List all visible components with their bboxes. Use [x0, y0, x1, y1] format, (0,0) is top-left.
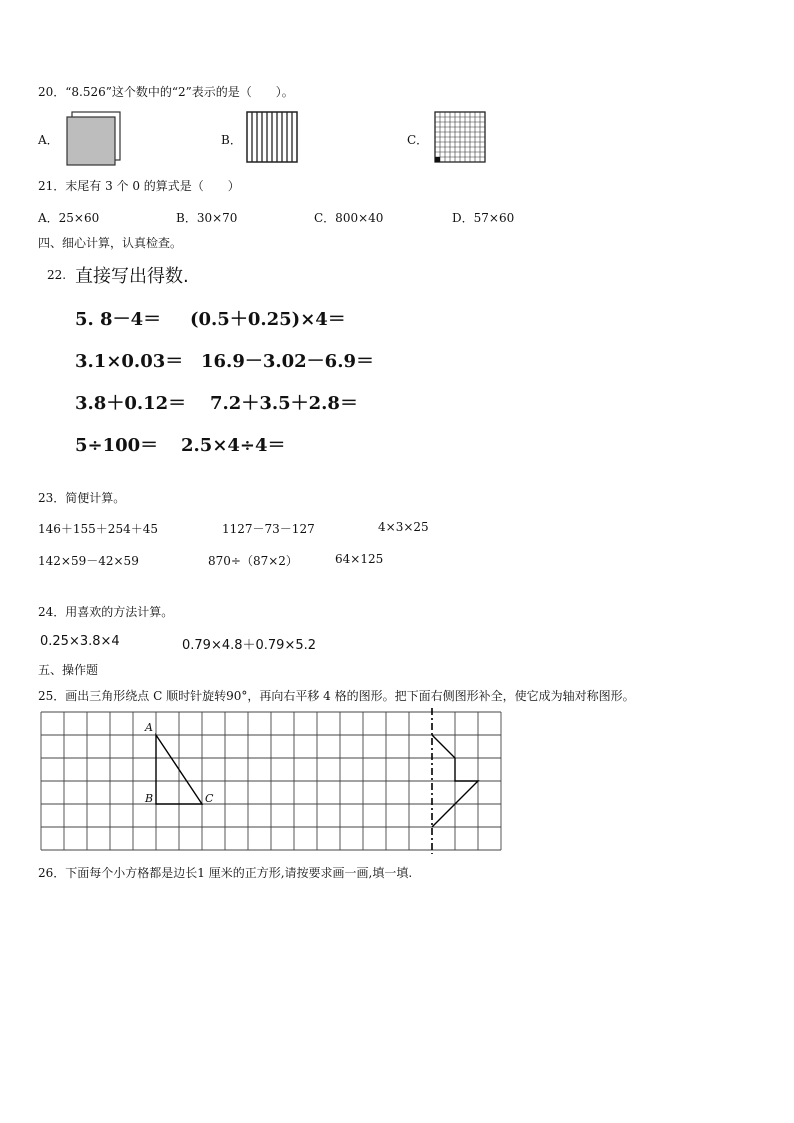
q21-option-b: B．30×70 — [176, 211, 238, 225]
q23-item-2: 1127－73－127 — [222, 522, 315, 536]
q25-text: 25．画出三角形绕点 C 顺时针旋转90°，再向右平移 4 格的图形。把下面右侧图形补全，使它成为轴对称图形。 — [38, 689, 635, 703]
q23-item-5: 870÷（87×2） — [208, 554, 298, 568]
q21-text: 21．末尾有 3 个 0 的算式是（ ） — [38, 179, 240, 193]
q20-option-c-label: C． — [407, 133, 429, 147]
q25-label-c: C — [205, 792, 214, 805]
q21-option-c: C．800×40 — [314, 211, 384, 225]
q22-title: 直接写出得数. — [75, 266, 189, 287]
q23-text: 23．简便计算。 — [38, 491, 126, 505]
q21-option-d: D．57×60 — [452, 211, 515, 225]
q25-grid-figure — [41, 712, 501, 854]
section-4-heading: 四、细心计算，认真检查。 — [38, 236, 183, 250]
q25-label-b: B — [145, 792, 154, 805]
q20-option-b-label: B． — [221, 133, 242, 147]
q25-label-a: A — [145, 721, 153, 734]
q22-item-5: 3.8＋0.12＝ — [75, 393, 187, 414]
q22-item-6: 7.2＋3.5＋2.8＝ — [210, 393, 358, 414]
q23-item-4: 142×59－42×59 — [38, 554, 139, 568]
q23-item-3: 4×3×25 — [378, 520, 429, 534]
q22-item-7: 5÷100＝ — [75, 435, 159, 456]
q24-item-1: 0.25×3.8×4 — [40, 634, 120, 649]
q24-text: 24．用喜欢的方法计算。 — [38, 605, 174, 619]
q21-option-a: A．25×60 — [38, 211, 100, 225]
q23-item-1: 146＋155＋254＋45 — [38, 522, 158, 536]
q20-option-a-figure — [66, 112, 122, 166]
q22-item-8: 2.5×4÷4＝ — [181, 435, 286, 456]
section-5-heading: 五、操作题 — [38, 663, 99, 677]
q22-item-1: 5. 8－4＝ — [75, 309, 162, 330]
q20-option-a-label: A． — [38, 133, 59, 147]
q22-item-3: 3.1×0.03＝ — [75, 351, 184, 372]
q20-option-b-figure — [246, 111, 302, 165]
q20-text: 20．“8.526”这个数中的“2”表示的是（ ）。 — [38, 85, 294, 99]
q20-option-c-figure — [434, 111, 490, 165]
q23-item-6: 64×125 — [335, 552, 384, 566]
q26-text: 26．下面每个小方格都是边长1 厘米的正方形,请按要求画一画,填一填. — [38, 866, 413, 880]
q24-item-2: 0.79×4.8＋0.79×5.2 — [182, 638, 317, 653]
q22-number: 22. — [47, 268, 67, 282]
q22-item-4: 16.9－3.02－6.9＝ — [201, 351, 374, 372]
q22-item-2: (0.5＋0.25)×4＝ — [190, 309, 346, 330]
